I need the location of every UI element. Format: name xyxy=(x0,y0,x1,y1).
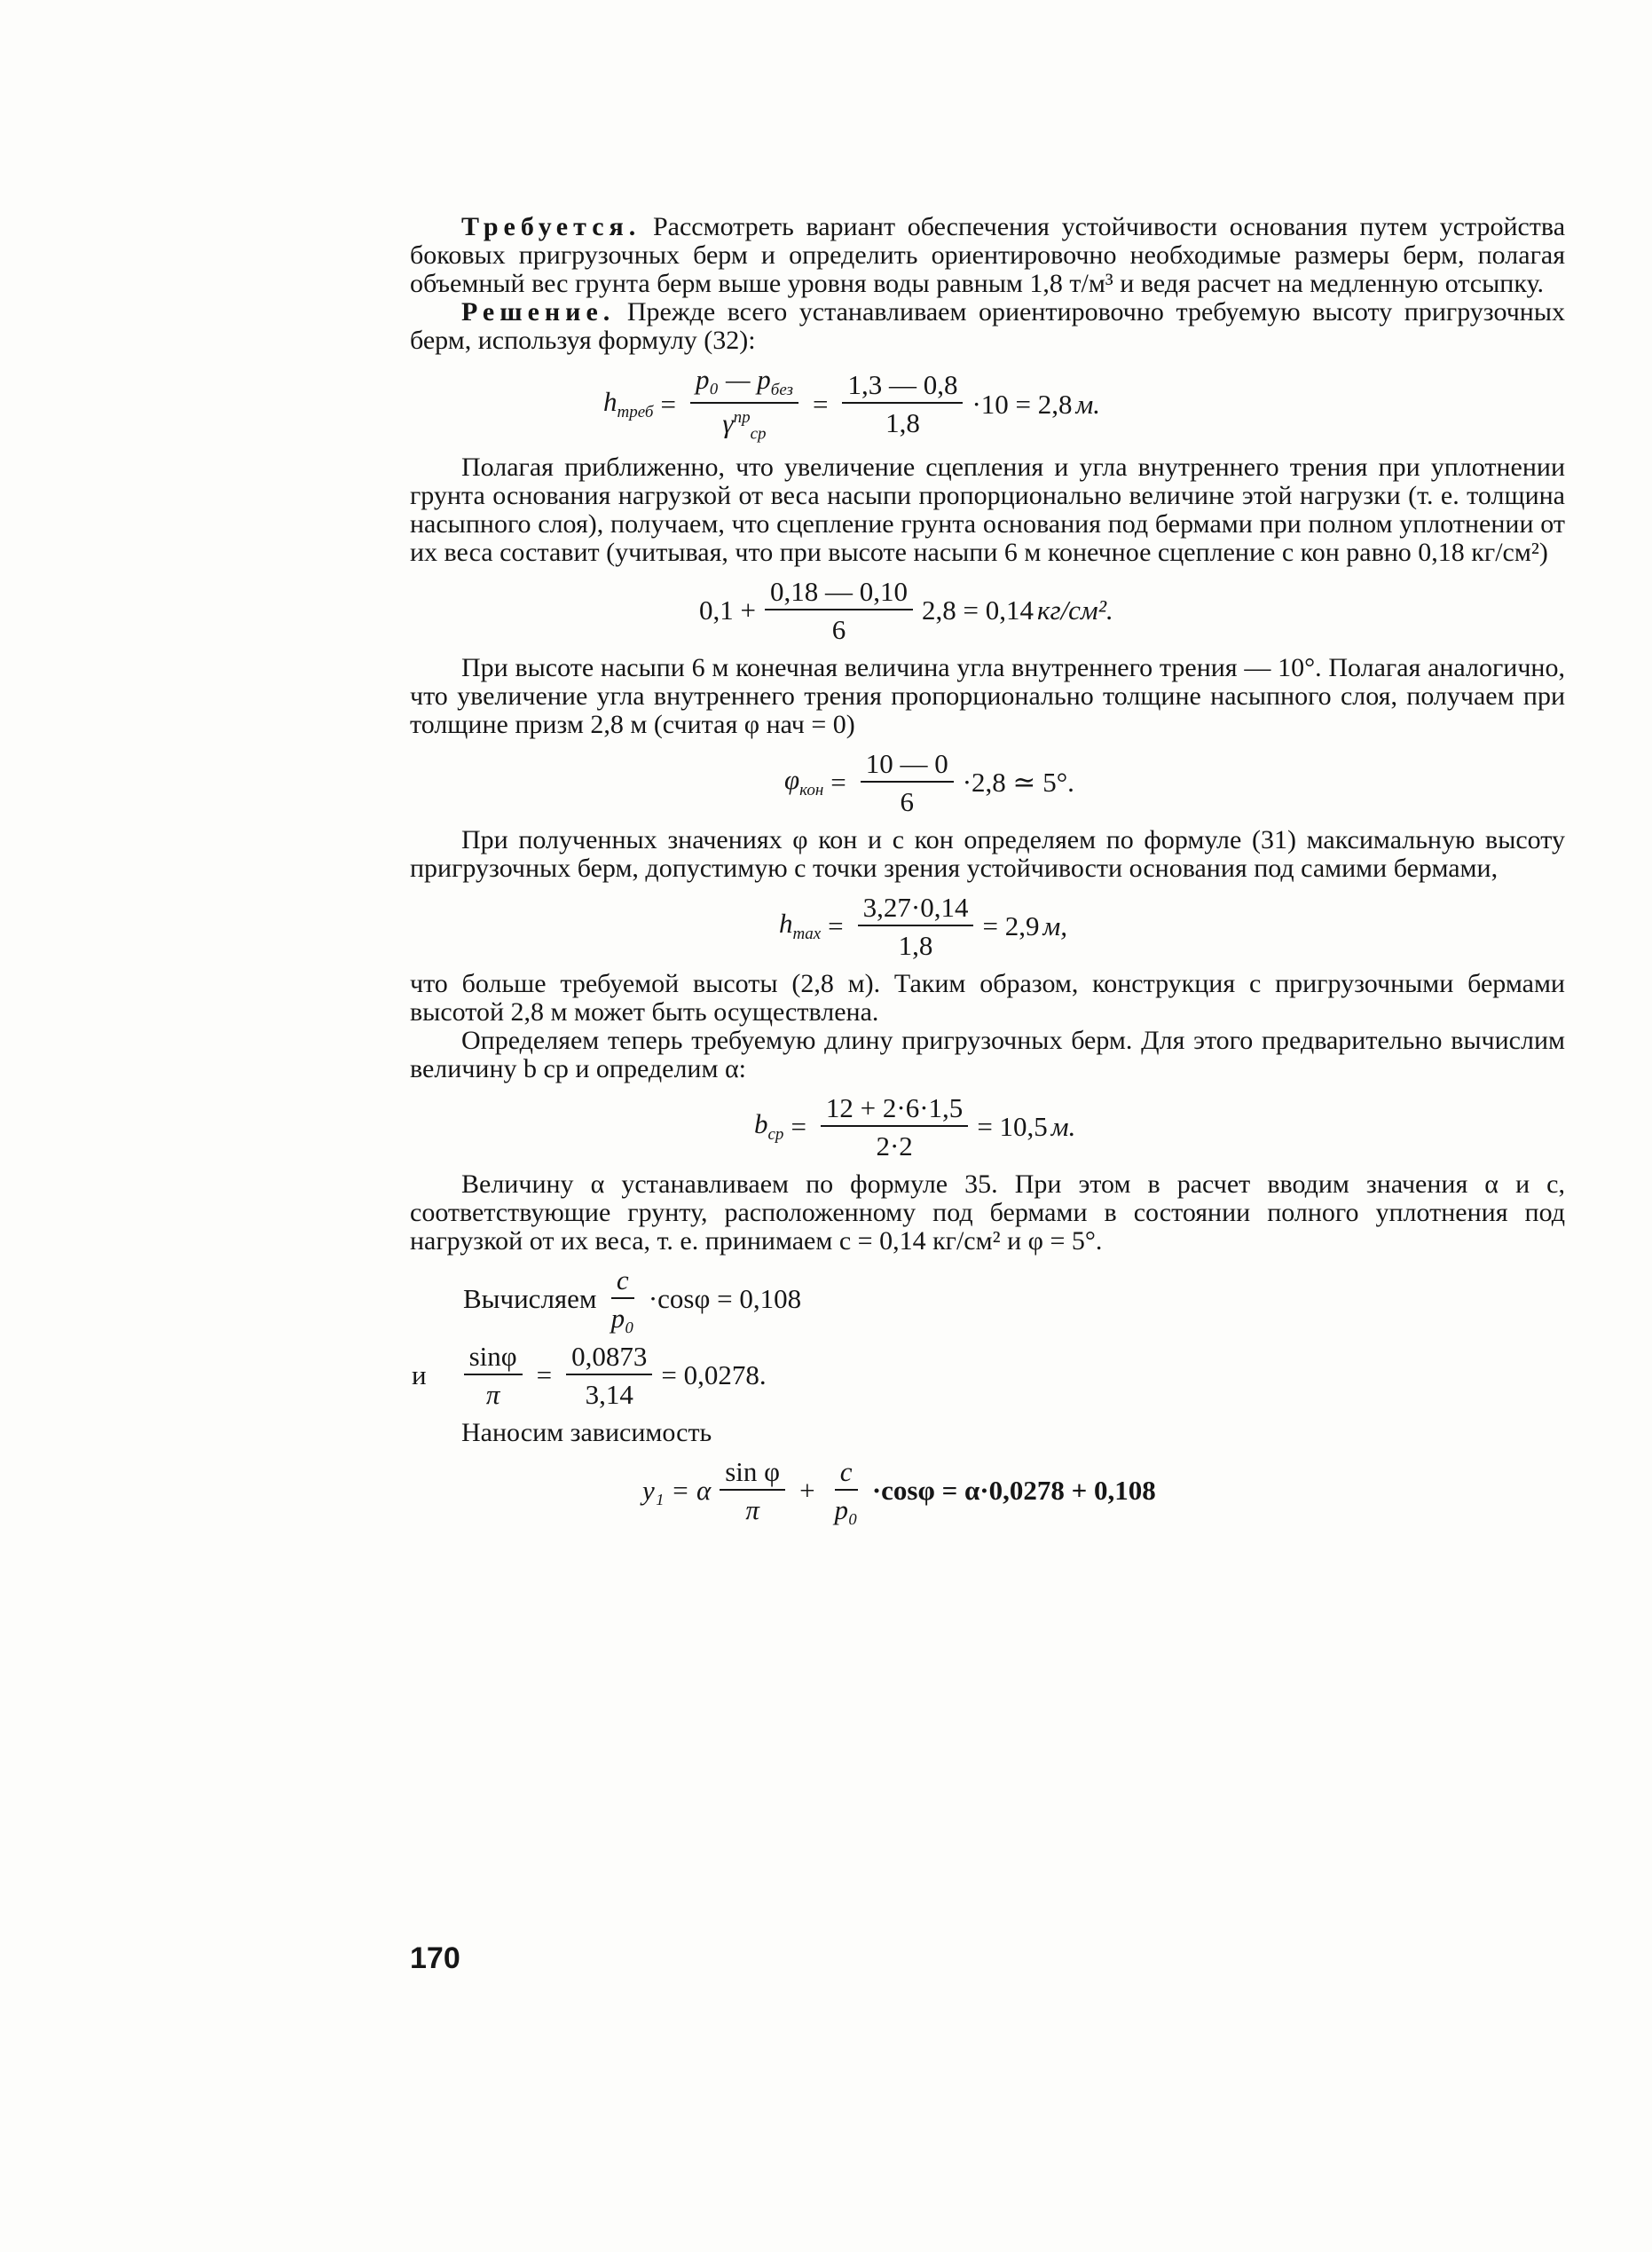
eq2-result: 2,8 = 0,14 xyxy=(921,594,1034,626)
eq8-fraction-2: $\frac{c}{\text{p₀}}$ xyxy=(834,1455,858,1525)
paragraph-task xyxy=(410,213,1565,298)
eq2-fraction: $\frac{0,18 — 0,10}{6}$ xyxy=(765,578,913,643)
task-lead: Требуется. xyxy=(461,212,641,241)
eq7-fraction-1: $\frac{\sin\varphi}{\pi}$ xyxy=(464,1343,523,1408)
paragraph-berm-length: Определяем теперь требуемую длину пригрузочных берм. Для этого предварительно вычислим величину b ср и определим α: xyxy=(410,1025,1565,1083)
eq7-prefix: и xyxy=(412,1359,427,1391)
eq5-lhs: $b_{ср}$ xyxy=(754,1108,784,1145)
formula-h-max: $h_{max}$ = $\frac{3,27\cdot 0,14}{1,8}$ = 2,9 м, xyxy=(779,891,1067,961)
paragraph-friction-angle: При высоте насыпи 6 м конечная величина угла внутреннего трения — 10°. Полагая аналогично, что увеличение угла внутреннего трения пропорционально толщине насыпного слоя, получаем при толщине призм 2,8 м (считая φ нач = 0) xyxy=(410,652,1565,739)
eq1-lhs: $h_{треб}$ xyxy=(603,385,654,421)
eq4-unit: м, xyxy=(1042,910,1067,942)
formula-compute-1 xyxy=(410,1266,1565,1332)
eq5-unit: м. xyxy=(1050,1111,1076,1143)
eq1-unit: м. xyxy=(1075,388,1101,420)
eq4-fraction: $\frac{3,27\cdot 0,14}{1,8}$ xyxy=(858,894,974,959)
eq8-fraction-1: $\frac{\text{sin φ}}{\pi}$ xyxy=(720,1458,785,1524)
solution-text: Прежде всего устанавливаем ориентировочно требуемую высоту пригрузочных берм, используя формулу (32): xyxy=(410,297,1565,355)
eq3-fraction: $\frac{10 — 0}{6}$ xyxy=(861,750,954,815)
formula-friction-angle: $\varphi_{кон}$ = $\frac{10 — 0}{6}$ ·2,8 ≃ 5°. xyxy=(784,747,1074,817)
eq8-result: ·cosφ = α·0,0278 + 0,108 xyxy=(871,1475,1156,1507)
paragraph-conclusion: что больше требуемой высоты (2,8 м). Таким образом, конструкция с пригрузочными бермами высотой 2,8 м может быть осуществлена. xyxy=(410,968,1565,1027)
eq3-result: ·2,8 ≃ 5°. xyxy=(962,767,1074,799)
formula-b-avg: $b_{ср}$ = $\frac{12 + 2\cdot 6\cdot 1,5}{2\cdot 2}$ = 10,5 м. xyxy=(754,1091,1076,1161)
paragraph-cohesion: Полагая приближенно, что увеличение сцепления и угла внутреннего трения при уплотнении грунта основания нагрузкой от веса насыпи пропорционально величине этой нагрузки (т. е. толщина насыпного слоя), получаем, что сцепление грунта основания под бермами при полном уплотнении от их веса составит (учитывая, что при высоте насыпи 6 м конечное сцепление c кон равно 0,18 кг/см²) xyxy=(410,452,1565,567)
paragraph-max-height: При полученных значениях φ кон и c кон определяем по формуле (31) максимальную высоту пригрузочных берм, допустимую с точки зрения устойчивости основания под самими бермами, xyxy=(410,824,1565,883)
eq6-fraction: $\frac{c}{\text{p₀}}$ xyxy=(610,1264,634,1334)
formula-cohesion xyxy=(410,575,1565,645)
eq6-prefix: Вычисляем xyxy=(463,1283,597,1315)
eq2-unit: кг/см². xyxy=(1036,594,1113,626)
formula-compute-2: и $\frac{\sin\varphi}{\pi}$ = $\frac{0,0873}{3,14}$ = 0,0278. xyxy=(412,1340,767,1410)
paragraph-solution xyxy=(410,298,1565,355)
eq8-lhs: y₁ = α xyxy=(642,1475,712,1507)
eq3-lhs: $\varphi_{кон}$ xyxy=(784,764,824,800)
formula-dependence: y₁ = α $\frac{\text{sin φ}}{\pi}$ + $\frac{c}{\text{p₀}}$ ·cosφ = α·0,0278 + 0,108 xyxy=(642,1455,1156,1525)
eq1-fraction-1: $\frac{p_0 — p_{без}}{\gamma^{пр}_{ср}}$ xyxy=(690,366,798,443)
page-number: 170 xyxy=(410,1941,460,1975)
eq1-fraction-2: $\frac{1,3 — 0,8}{1,8}$ xyxy=(842,371,963,437)
eq4-lhs: $h_{max}$ xyxy=(779,908,822,944)
solution-lead: Решение. xyxy=(461,297,616,327)
eq6-result: ·cosφ = 0,108 xyxy=(648,1283,802,1315)
paragraph-plot: Наносим зависимость xyxy=(461,1417,712,1447)
eq7-result: = 0,0278. xyxy=(661,1359,767,1391)
task-text: Рассмотреть вариант обеспечения устойчивости основания путем устройства боковых пригрузочных берм и определить ориентировочно необходимые размеры берм, полагая объемный вес грунта берм выше уровня воды равным 1,8 т/м³ и ведя расчет на медленную отсыпку. xyxy=(410,212,1566,298)
paragraph-alpha: Величину α устанавливаем по формуле 35. При этом в расчет вводим значения α и c, соответствующие грунту, расположенному под бермами в состоянии полного уплотнения под нагрузкой от их веса, т. е. принимаем c = 0,14 кг/см² и φ = 5°. xyxy=(410,1169,1565,1256)
formula-h-required: $h_{треб}$ = $\frac{p_0 — p_{без}}{\gamma^{пр}_{ср}}$ = $\frac{1,3 — 0,8}{1,8}$ ·10 = 2,8 м. xyxy=(603,364,1101,444)
eq7-fraction-2: $\frac{0,0873}{3,14}$ xyxy=(566,1343,652,1408)
eq5-result: = 10,5 xyxy=(977,1111,1048,1143)
eq2-lhs: 0,1 + xyxy=(699,594,756,626)
eq1-result: ·10 = 2,8 xyxy=(972,388,1073,420)
page-content xyxy=(410,213,1565,1534)
eq5-fraction: $\frac{12 + 2\cdot 6\cdot 1,5}{2\cdot 2}$ xyxy=(821,1094,968,1160)
eq4-result: = 2,9 xyxy=(982,910,1040,942)
